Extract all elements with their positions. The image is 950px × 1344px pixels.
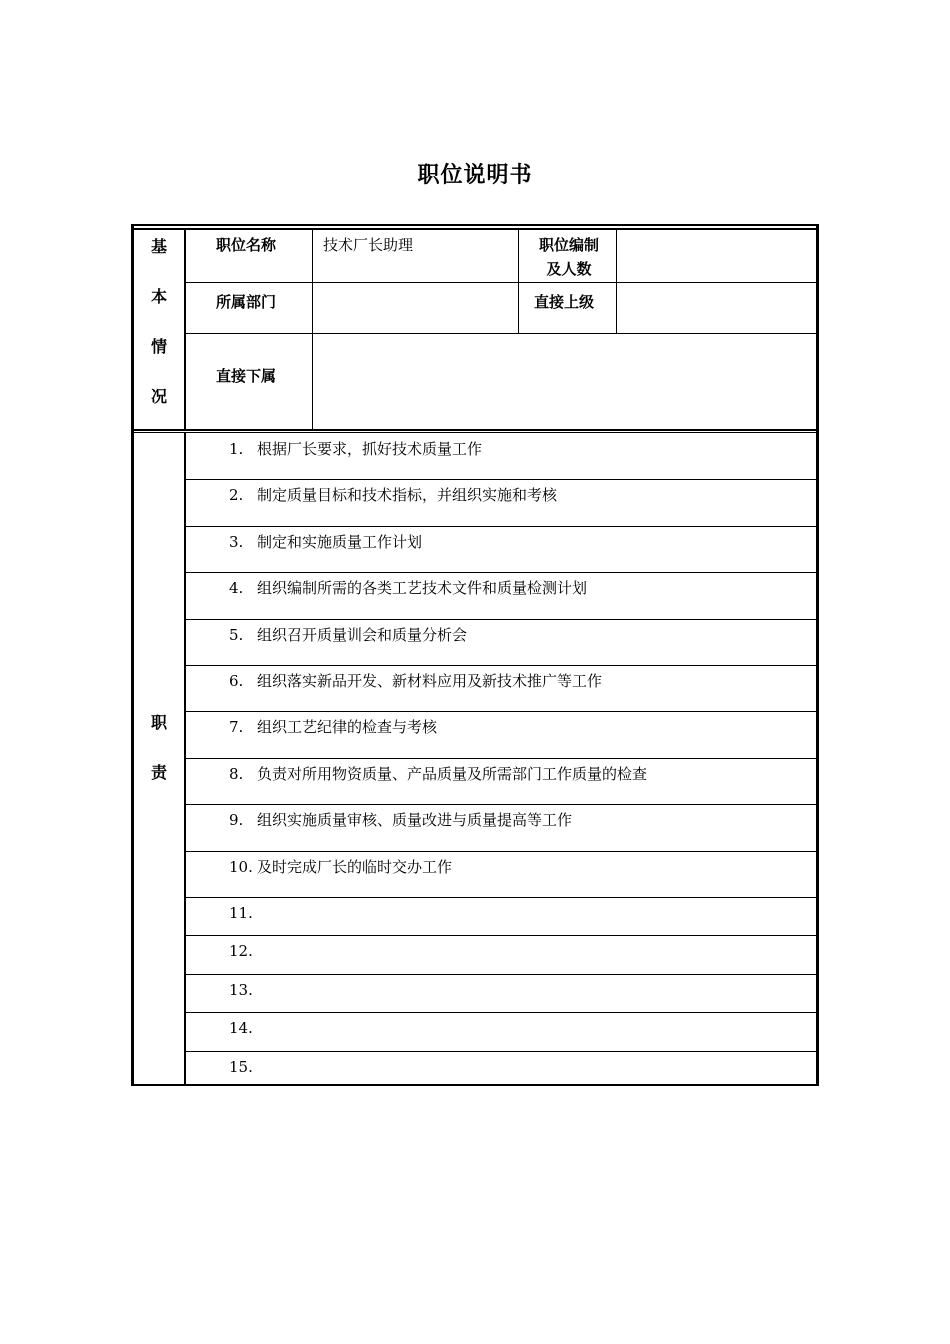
basic-section-label (134, 234, 184, 434)
basic-label-char: 情 (150, 337, 167, 356)
duty-row-divider (186, 1051, 816, 1052)
duty-row-divider (186, 758, 816, 759)
duty-number: 9. (229, 811, 244, 830)
superior-label: 直接上级 (534, 293, 595, 311)
headcount-label (534, 233, 604, 281)
duty-number: 4. (229, 579, 244, 598)
job-description-table (131, 224, 819, 1086)
table-top-inner-rule (134, 228, 816, 230)
duties-label-char: 责 (150, 763, 167, 782)
basic-label-char: 本 (150, 287, 167, 306)
duty-row-divider (186, 804, 816, 805)
section-divider (134, 429, 816, 431)
duty-number: 15. (229, 1057, 253, 1076)
duty-row-divider (186, 572, 816, 573)
duty-number: 5. (229, 625, 244, 644)
duty-row-divider (186, 974, 816, 975)
duties-section-label (134, 710, 184, 810)
duty-number: 13. (229, 980, 253, 999)
duty-item (229, 1057, 257, 1077)
headcount-label-line2: 及人数 (546, 260, 592, 278)
duty-number: 14. (229, 1019, 253, 1038)
duty-number: 3. (229, 532, 244, 551)
duty-item (229, 625, 467, 645)
duty-text[interactable]: 组织工艺纪律的检查与考核 (257, 718, 438, 737)
position-name-value[interactable]: 技术厂长助理 (323, 236, 414, 254)
basic-label-char: 况 (150, 387, 167, 406)
duty-text[interactable]: 组织编制所需的各类工艺技术文件和质量检测计划 (257, 579, 588, 598)
duty-item (229, 764, 647, 784)
duty-item (229, 717, 437, 737)
duty-row-divider (186, 1012, 816, 1013)
duty-text[interactable]: 组织落实新品开发、新材料应用及新技术推广等工作 (257, 672, 603, 690)
duty-text[interactable]: 组织实施质量审核、质量改进与质量提高等工作 (257, 811, 573, 830)
duty-item (229, 485, 557, 505)
duty-row-divider (186, 526, 816, 527)
value-column-divider (518, 228, 519, 334)
duty-item (229, 578, 587, 598)
duty-text[interactable]: 制定质量目标和技术指标，并组织实施和考核 (257, 486, 558, 505)
duty-item (229, 439, 482, 459)
duty-item (229, 980, 257, 1000)
duties-label-char: 职 (150, 713, 167, 732)
duty-row-divider (186, 479, 816, 480)
duty-item (229, 1018, 257, 1038)
duty-number: 7. (229, 718, 244, 737)
basic-section-divider (184, 228, 186, 430)
duty-row-divider (186, 665, 816, 666)
duty-number: 1. (229, 440, 244, 458)
label-column-divider (312, 228, 313, 430)
page-title: 职位说明书 (417, 163, 533, 188)
basic-label-char: 基 (150, 237, 167, 256)
subordinate-label: 直接下属 (216, 367, 277, 385)
duty-row-divider (186, 935, 816, 936)
duty-item (229, 532, 422, 552)
label2-column-divider (616, 228, 617, 334)
duty-text[interactable]: 负责对所用物资质量、产品质量及所需部门工作质量的检查 (257, 764, 648, 783)
duty-row-divider (186, 897, 816, 898)
duty-item (229, 903, 257, 923)
position-name-label: 职位名称 (216, 236, 277, 254)
duty-row-divider (186, 619, 816, 620)
basic-row-divider-1 (186, 282, 816, 283)
duty-text[interactable]: 根据厂长要求，抓好技术质量工作 (257, 440, 483, 458)
duties-section-divider (184, 432, 186, 1086)
duty-item (229, 941, 257, 961)
duty-text[interactable]: 制定和实施质量工作计划 (257, 532, 423, 551)
headcount-label-line1: 职位编制 (538, 236, 599, 254)
duty-number: 8. (229, 764, 244, 783)
duty-number: 2. (229, 486, 244, 505)
duty-item (229, 810, 572, 830)
duty-row-divider (186, 711, 816, 712)
duty-text[interactable]: 及时完成厂长的临时交办工作 (257, 857, 453, 876)
duty-number: 11. (229, 904, 253, 922)
duty-item (229, 671, 602, 691)
duty-number: 12. (229, 942, 253, 961)
duty-item (229, 857, 452, 877)
duty-number: 10. (229, 857, 253, 876)
section-divider-inner (134, 432, 816, 433)
duty-number: 6. (229, 672, 244, 690)
department-label: 所属部门 (216, 293, 277, 311)
duty-row-divider (186, 851, 816, 852)
basic-row-divider-2 (186, 333, 816, 334)
duty-text[interactable]: 组织召开质量训会和质量分析会 (257, 625, 468, 644)
